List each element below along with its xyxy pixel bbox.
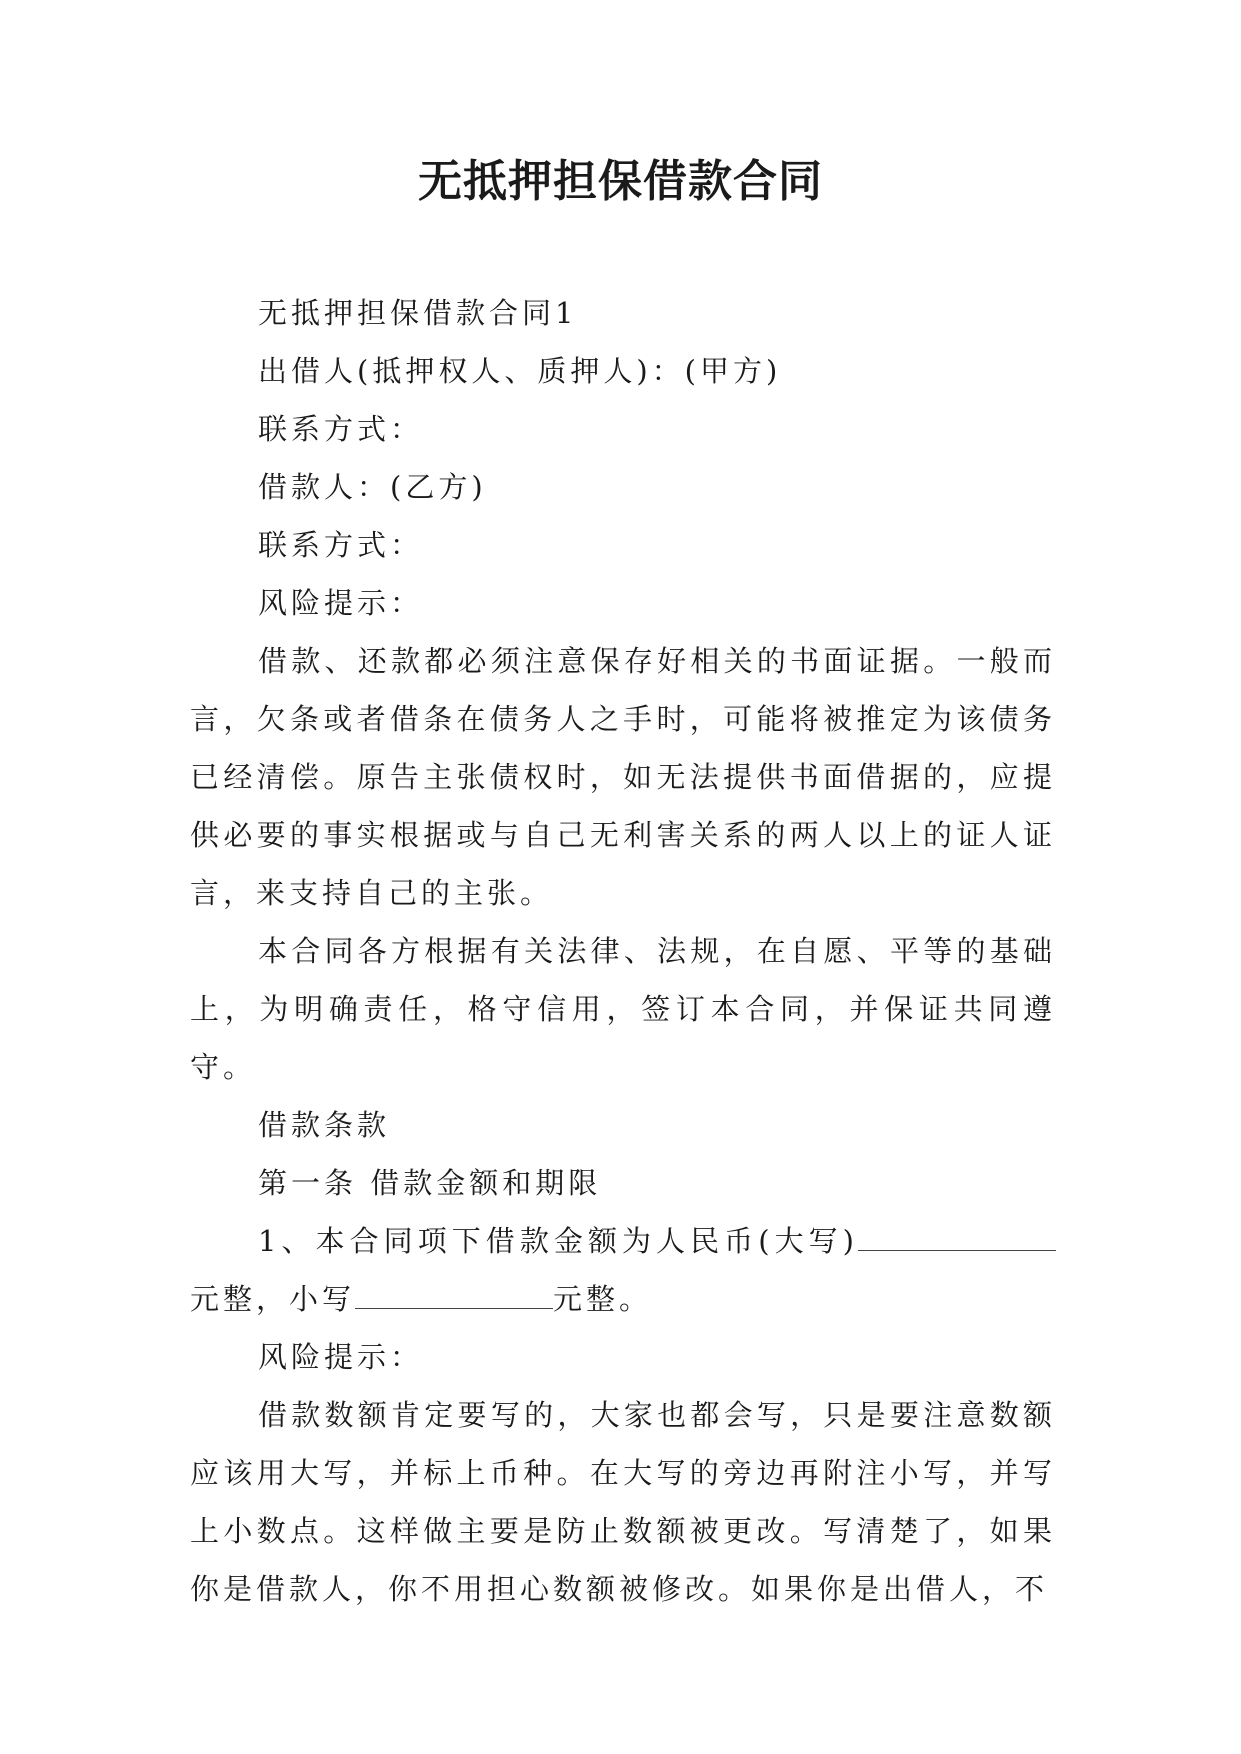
document-body xyxy=(190,284,1056,1618)
paragraph: 风险提示： xyxy=(258,1340,424,1374)
paragraph: 借款、还款都必须注意保存好相关的书面证据。一般而言，欠条或者借条在债务人之手时，可能将被推定为该债务已经清偿。原告主张债权时，如无法提供书面借据的，应提供必要的事实根据或与自己无利害关系的两人以上的证人证言，来支持自己的主张。 xyxy=(190,644,1056,910)
amount-clause-text: 1、本合同项下借款金额为人民币(大写) xyxy=(258,1224,858,1258)
paragraph: 借款数额肯定要写的，大家也都会写，只是要注意数额应该用大写，并标上币种。在大写的旁边再附注小写，并写上小数点。这样做主要是防止数额被更改。写清楚了，如果你是借款人，你不用担心数额被修改。如果你是出借人，不 xyxy=(190,1398,1056,1606)
paragraph: 借款条款 xyxy=(258,1108,391,1142)
amount-lowercase-blank xyxy=(355,1278,553,1309)
paragraph: 联系方式： xyxy=(258,528,424,562)
paragraph: 风险提示： xyxy=(258,586,424,620)
amount-clause-text: 元整。 xyxy=(553,1282,653,1316)
paragraph: 借款人：(乙方) xyxy=(258,470,487,504)
document-title: 无抵押担保借款合同 xyxy=(418,156,823,207)
paragraph: 本合同各方根据有关法律、法规，在自愿、平等的基础上，为明确责任，格守信用，签订本合同，并保证共同遵守。 xyxy=(190,934,1056,1084)
paragraph: 无抵押担保借款合同1 xyxy=(258,296,578,330)
amount-uppercase-blank xyxy=(858,1220,1056,1251)
amount-clause xyxy=(190,1212,1056,1328)
paragraph: 联系方式： xyxy=(258,412,424,446)
amount-clause-text: 元整，小写 xyxy=(190,1282,356,1316)
paragraph: 出借人(抵押权人、质押人)：(甲方) xyxy=(258,354,782,388)
paragraph: 第一条 借款金额和期限 xyxy=(258,1166,602,1200)
